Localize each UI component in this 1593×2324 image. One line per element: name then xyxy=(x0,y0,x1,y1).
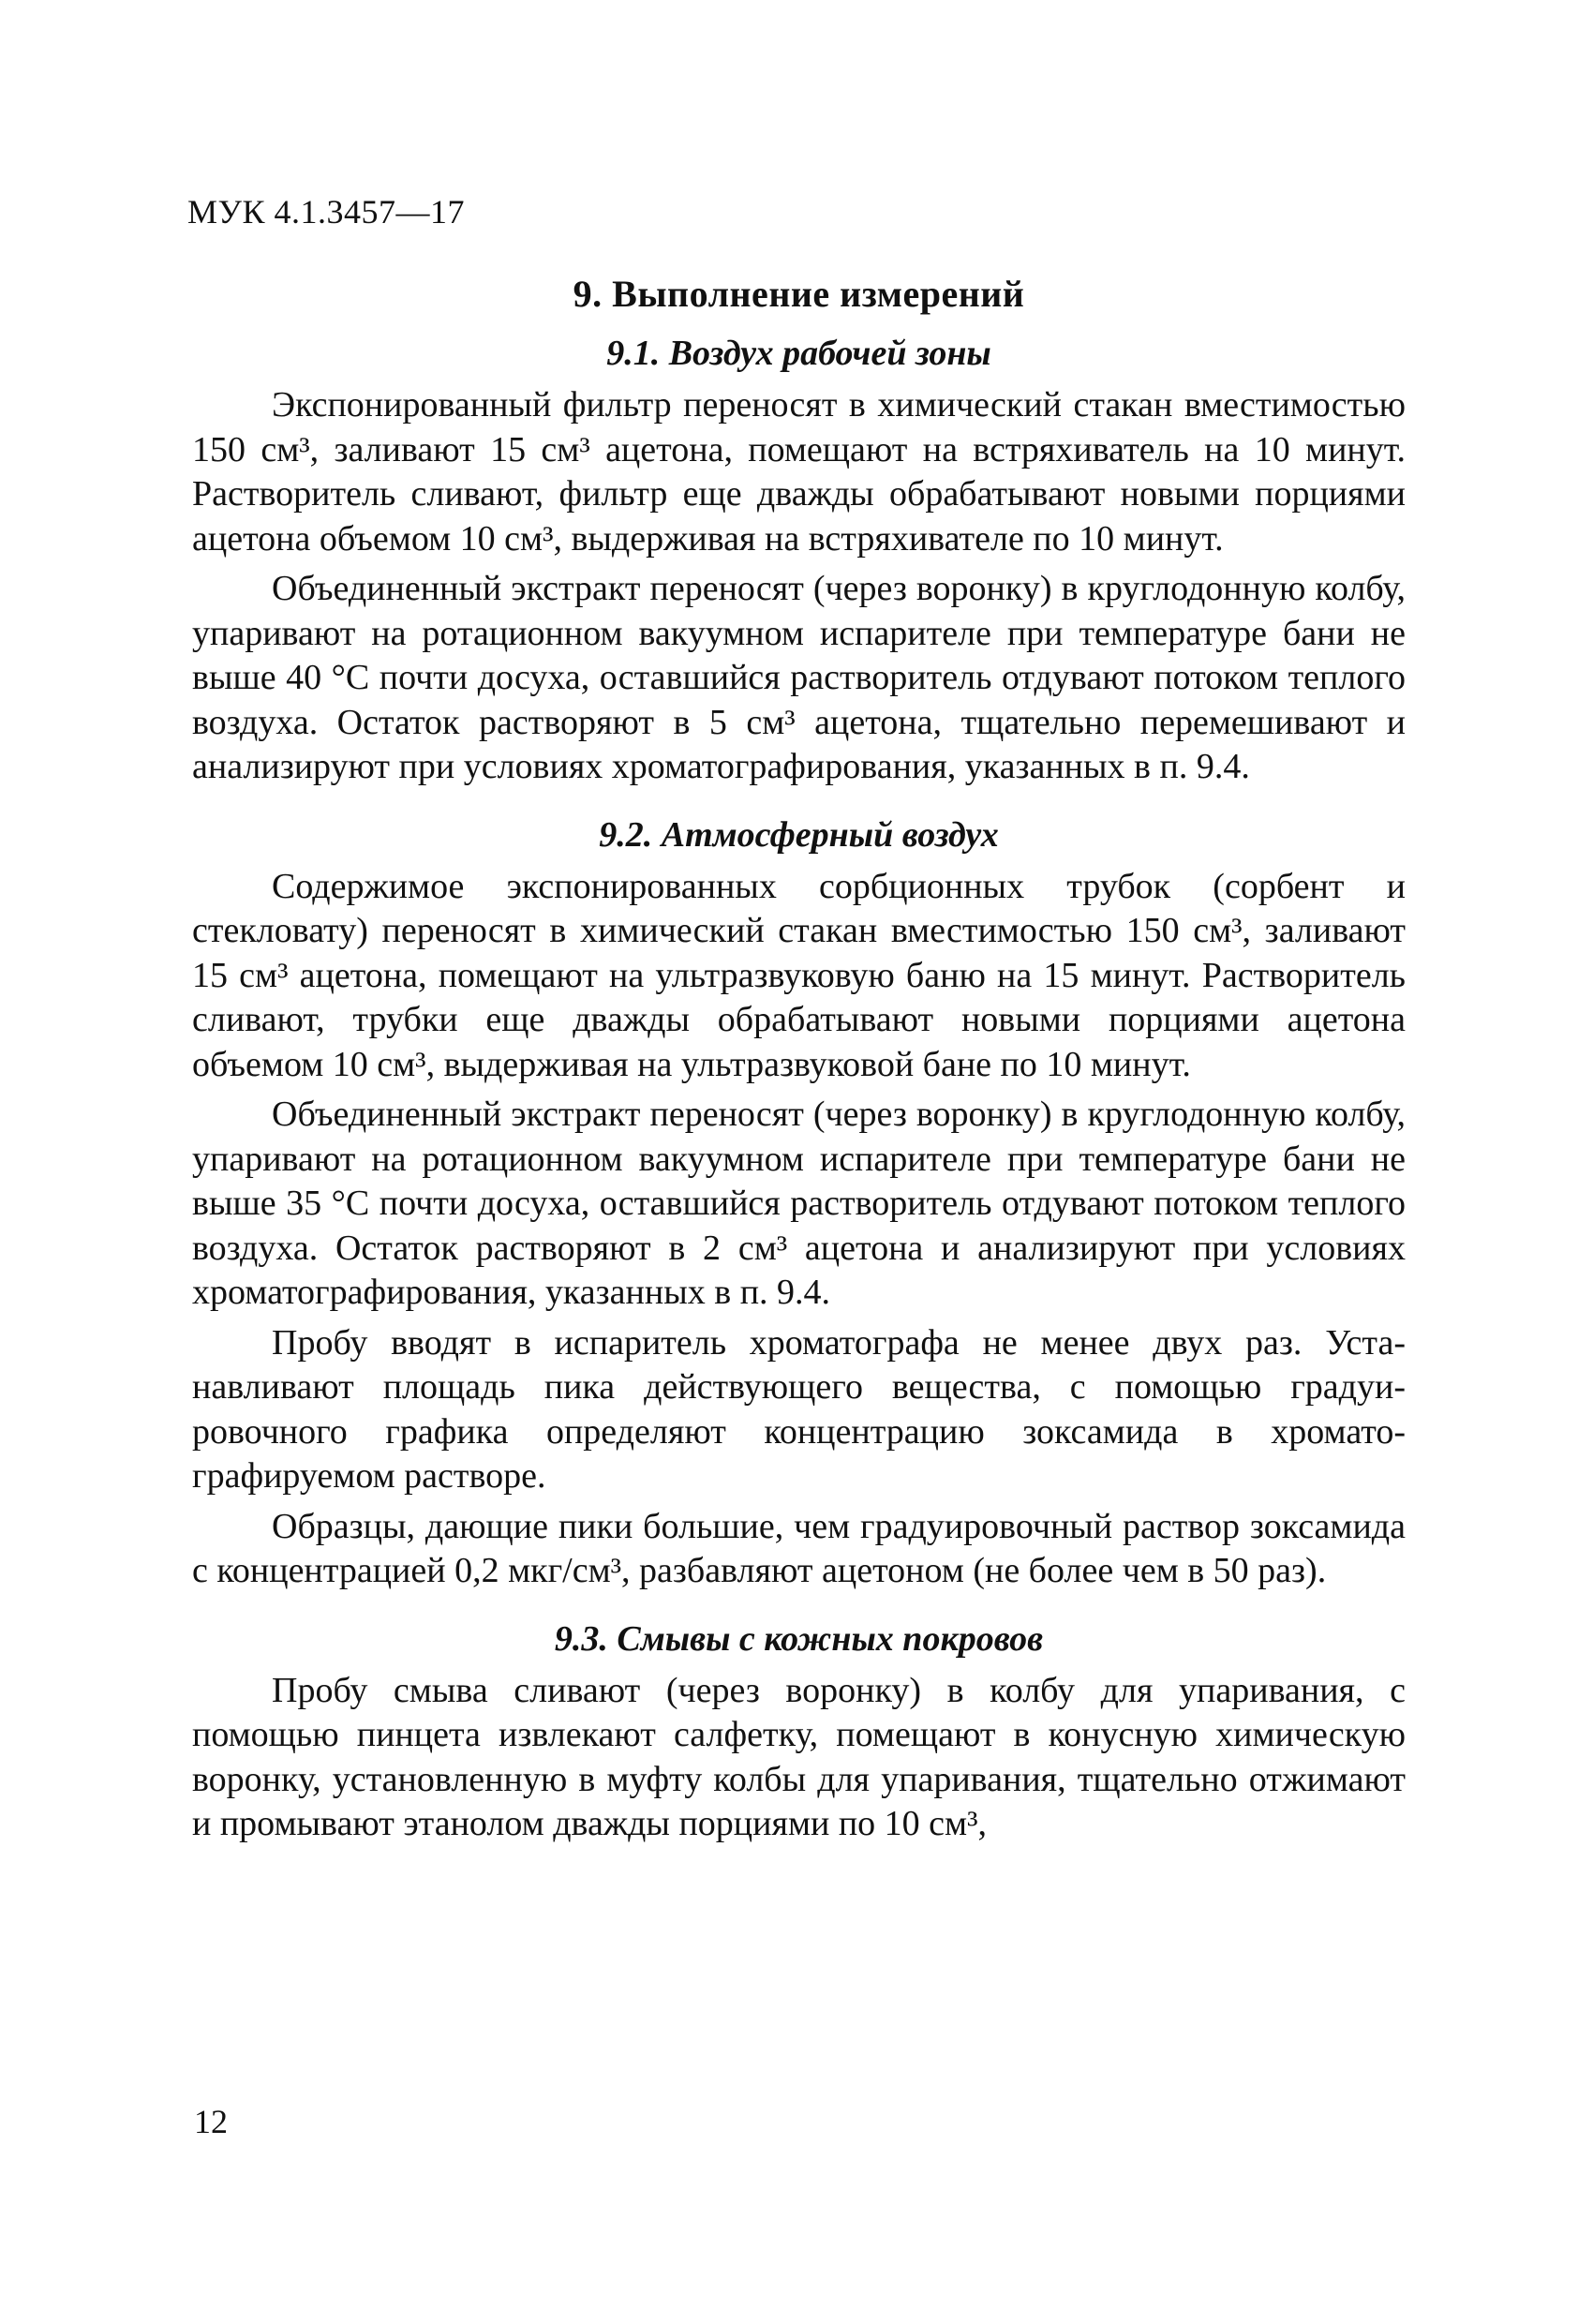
paragraph: Экспонированный фильтр переносят в химический стакан вместимостью 150 см³, заливают 15 см³ ацетона, помещают на встряхиватель на 10 минут. Растворитель сливают, фильтр еще дважды обрабатывают новыми порциями ацетона объемом 10 см³, выдерживая на встряхивателе по 10 минут. xyxy=(192,385,1406,559)
paragraph: Содержимое экспонированных сорбционных трубок (сорбент и стекловату) переносят в химический стакан вместимостью 150 см³, заливают 15 см³ ацетона, помещают на ультразвуковую баню на 15 минут. Растворитель сливают, трубки еще дважды обрабатывают новыми порциями ацетона объемом 10 см³, выдерживая на ультразвуковой бане по 10 минут. xyxy=(192,866,1406,1084)
paragraph: Образцы, дающие пики большие, чем градуировочный раствор зоксамида с концентрацией 0,2 мкг/см³, разбавляют ацетоном (не более чем в 50 раз). xyxy=(192,1506,1406,1590)
paragraph: Пробу вводят в испаритель хроматографа не менее двух раз. Устанавливают площадь пика действующего вещества, с помощью градуировочного графика определяют концентрацию зоксамида в хроматографируемом растворе. xyxy=(192,1322,1406,1496)
document-code: МУК 4.1.3457—17 xyxy=(187,193,466,231)
page-content xyxy=(192,272,1406,1853)
paragraph: Объединенный экстракт переносят (через воронку) в круглодонную колбу, упаривают на ротационном вакуумном испарителе при температуре бани не выше 35 °С почти досуха, оставшийся растворитель отдувают потоком теплого воздуха. Остаток растворяют в 2 см³ ацетона и анализируют при условиях хроматографирования, указанных в п. 9.4. xyxy=(192,1095,1406,1312)
paragraph: Пробу смыва сливают (через воронку) в колбу для упаривания, с помощью пинцета извлекают салфетку, помещают в конусную химическую воронку, установленную в муфту колбы для упаривания, тщательно отжимают и промывают этанолом дважды порциями по 10 см³, xyxy=(192,1670,1406,1843)
section-title: 9. Выполнение измерений xyxy=(573,273,1025,315)
subsection-title-9-1: 9.1. Воздух рабочей зоны xyxy=(606,334,991,373)
page-number: 12 xyxy=(194,2103,228,2140)
subsection-title-9-3: 9.3. Смывы с кожных покровов xyxy=(554,1618,1044,1659)
paragraph: Объединенный экстракт переносят (через воронку) в круглодонную колбу, упаривают на ротационном вакуумном испарителе при температуре бани не выше 40 °С почти досуха, оставшийся растворитель отдувают потоком теплого воздуха. Остаток растворяют в 5 см³ ацетона, тщательно перемешивают и анализируют при условиях хроматографирования, указанных в п. 9.4. xyxy=(192,569,1406,786)
subsection-title-9-2: 9.2. Атмосферный воздух xyxy=(599,814,999,855)
